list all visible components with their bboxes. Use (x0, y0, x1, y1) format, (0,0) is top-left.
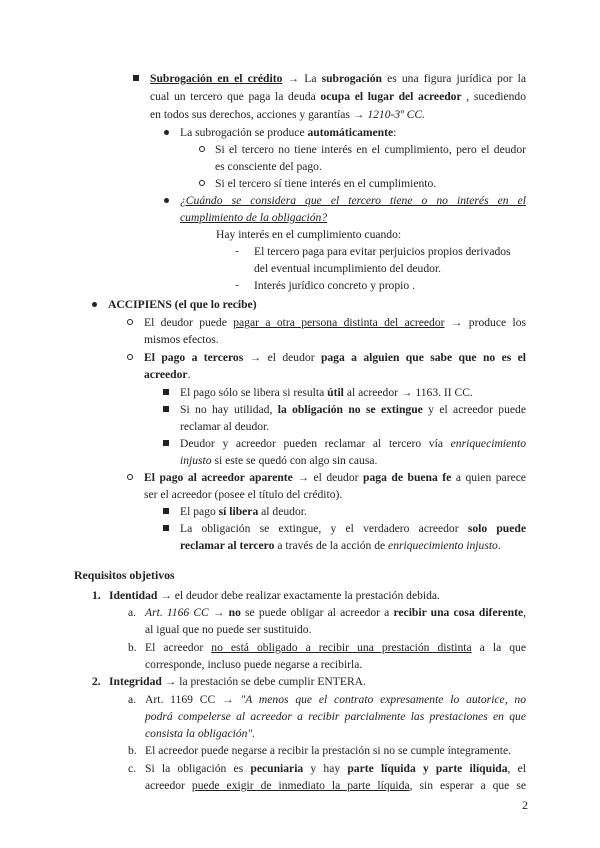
identidad-line: Identidad → el deudor debe realizar exactamente la prestación debida. (109, 589, 440, 602)
accipiens-o1-line-2: mismos efectos. (144, 333, 219, 346)
identidad-b-line-2: corresponde, incluso puede negarse a recibirla. (145, 658, 363, 671)
circle-bullet-icon (124, 314, 136, 331)
interest-2-line: Interés jurídico concreto y propio . (254, 279, 415, 292)
accipiens-heading: ACCIPIENS (el que lo recibe) (108, 298, 257, 311)
accipiens-o1-line-1: El deudor puede pagar a otra persona distinta del acreedor → produce los (144, 316, 527, 329)
accipiens-o3-line-2: ser el acreedor (posee el título del crédito). (144, 488, 343, 501)
letter-b: b. (128, 744, 137, 757)
round-bullet-icon (160, 192, 172, 209)
round-bullet-icon (88, 296, 100, 313)
automatic-line: La subrogación se produce automáticamente: (180, 126, 397, 139)
accipiens-o2-line-2: acreedor. (144, 368, 191, 381)
square-bullet-icon (130, 70, 142, 87)
square-bullet-icon (160, 384, 172, 401)
question-line-2: cumplimiento de la obligación? (180, 211, 328, 224)
round-bullet-icon (160, 124, 172, 141)
letter-c: c. (128, 762, 137, 775)
interest-1-line-2: del eventual incumplimiento del deudor. (254, 262, 442, 275)
letter-a: a. (128, 693, 137, 706)
integridad-b-line: El acreedor puede negarse a recibir la prestación si no se cumple íntegramente. (145, 744, 512, 757)
dash-bullet-icon: - (235, 279, 239, 291)
integridad-c-line-1: Si la obligación es pecuniaria y hay parte líquida y parte ilíquida, el (145, 762, 527, 775)
square-bullet-icon (160, 435, 172, 452)
interest-1-line-1: El tercero paga para evitar perjuicios propios derivados (254, 245, 511, 258)
accipiens-s2-line-2: reclamar al deudor. (180, 420, 270, 433)
case-1-line-1: Si el tercero no tiene interés en el cumplimiento, pero el deudor (215, 143, 526, 156)
case-1-line-2: es consciente del pago. (215, 160, 322, 173)
accipiens-s3-line-2: injusto si este se quedó con algo sin causa. (180, 454, 378, 467)
integridad-c-line-2: acreedor puede exigir de inmediato la parte líquida, sin esperar a que se (145, 779, 526, 792)
accipiens-s4: El pago sí libera al deudor. (180, 505, 307, 518)
integridad-a-line-1: Art. 1169 CC → "A menos que el contrato expresamente lo autorice, no (145, 693, 526, 706)
square-bullet-icon (160, 401, 172, 418)
identidad-a-line-2: al igual que no puede ser sustituido. (145, 623, 312, 636)
accipiens-o3-line-1: El pago al acreedor aparente → el deudor paga de buena fe a quien parece (144, 471, 527, 484)
integridad-a-line-3: consista la obligación". (145, 727, 256, 740)
dash-bullet-icon: - (235, 245, 239, 257)
question-line-1: ¿Cuándo se considera que el tercero tiene o no interés en el (180, 194, 526, 207)
accipiens-s5-line-2: reclamar al tercero a través de la acción de enriquecimiento injusto. (180, 539, 501, 552)
circle-bullet-icon (196, 175, 208, 192)
page-number: 2 (522, 798, 528, 812)
circle-bullet-icon (196, 141, 208, 158)
item-number-2: 2. (92, 675, 101, 688)
integridad-line: Integridad → la prestación se debe cumplir ENTERA. (109, 675, 366, 688)
integridad-a-line-2: podrá compelerse al acreedor a recibir parcialmente las prestaciones en que (145, 710, 526, 723)
square-bullet-icon (160, 503, 172, 520)
accipiens-s2-line-1: Si no hay utilidad, la obligación no se extingue y el acreedor puede (180, 403, 526, 416)
square-bullet-icon (160, 520, 172, 537)
requisitos-heading: Requisitos objetivos (74, 568, 175, 582)
letter-a: a. (128, 606, 137, 619)
accipiens-o2-line-1: El pago a terceros → el deudor paga a alguien que sabe que no es el (144, 351, 527, 364)
item-number-1: 1. (92, 589, 101, 602)
interest-intro: Hay interés en el cumplimiento cuando: (216, 228, 402, 241)
accipiens-s1: El pago sólo se libera si resulta útil al acreedor → 1163. II CC. (180, 386, 473, 399)
circle-bullet-icon (124, 349, 136, 366)
letter-b: b. (128, 641, 137, 654)
identidad-a-line-1: Art. 1166 CC → no se puede obligar al acreedor a recibir una cosa diferente, (145, 606, 526, 619)
case-2-line: Si el tercero sí tiene interés en el cumplimiento. (215, 177, 437, 190)
subrogacion-line-2: cual un tercero que paga la deuda ocupa el lugar del acreedor , sucediendo (150, 90, 527, 103)
accipiens-s3-line-1: Deudor y acreedor pueden reclamar al tercero vía enriquecimiento (180, 437, 526, 450)
identidad-b-line-1: El acreedor no está obligado a recibir una prestación distinta a la que (145, 641, 526, 654)
circle-bullet-icon (124, 469, 136, 486)
subrogacion-line-3: en todos sus derechos, acciones y garantías → 1210-3º CC. (150, 108, 426, 121)
subrogacion-line-1: Subrogación en el crédito → La subrogación es una figura jurídica por la (150, 72, 527, 85)
accipiens-s5-line-1: La obligación se extingue, y el verdadero acreedor solo puede (180, 522, 526, 535)
